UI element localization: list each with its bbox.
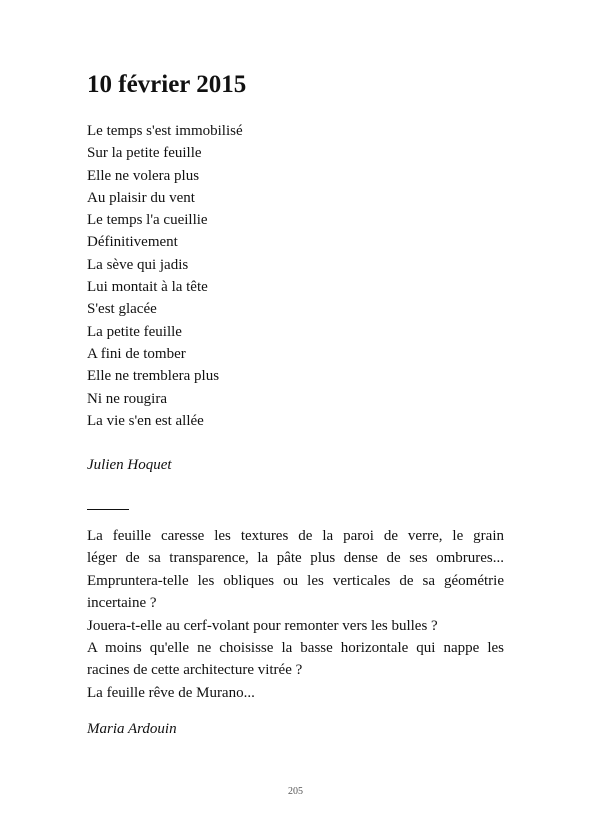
poem-line: Elle ne volera plus — [87, 167, 200, 184]
prose-paragraph — [87, 525, 504, 704]
prose-line: racines de cette architecture vitrée ? — [87, 662, 303, 679]
prose-line: léger de sa transparence, la pâte plus dense de ses ombrures... — [87, 550, 504, 567]
poem-line: Au plaisir du vent — [87, 189, 195, 206]
prose-line: La feuille caresse les textures de la paroi de verre, le grain — [87, 528, 504, 544]
poem-line: Lui montait à la tête — [87, 279, 208, 296]
poem-line: Le temps s'est immobilisé — [87, 123, 243, 139]
prose-line: La feuille rêve de Murano... — [87, 684, 255, 701]
section-divider — [87, 509, 129, 510]
page-number: 205 — [288, 786, 303, 797]
page-title: 10 février 2015 — [87, 71, 247, 98]
poem-line: La sève qui jadis — [87, 256, 189, 273]
prose-line: A moins qu'elle ne choisisse la basse horizontale qui nappe les — [87, 639, 504, 656]
poem — [87, 120, 507, 432]
prose-line: Jouera-t-elle au cerf-volant pour remonter vers les bulles ? — [87, 617, 438, 634]
poem-line: Le temps l'a cueillie — [87, 212, 208, 229]
poem-line: La vie s'en est allée — [87, 412, 204, 429]
poem-author: Julien Hoquet — [87, 457, 172, 473]
prose-line: Empruntera-telle les obliques ou les verticales de sa géométrie — [87, 572, 504, 589]
prose-line: incertaine ? — [87, 595, 157, 612]
poem-line: Ni ne rougira — [87, 390, 167, 407]
poem-line: Elle ne tremblera plus — [87, 368, 220, 385]
poem-line: Sur la petite feuille — [87, 145, 202, 162]
poem-line: La petite feuille — [87, 323, 182, 340]
poem-line: Définitivement — [87, 234, 178, 251]
prose-author: Maria Ardouin — [87, 721, 177, 737]
poem-line: A fini de tomber — [87, 345, 186, 362]
poem-line: S'est glacée — [87, 301, 157, 318]
